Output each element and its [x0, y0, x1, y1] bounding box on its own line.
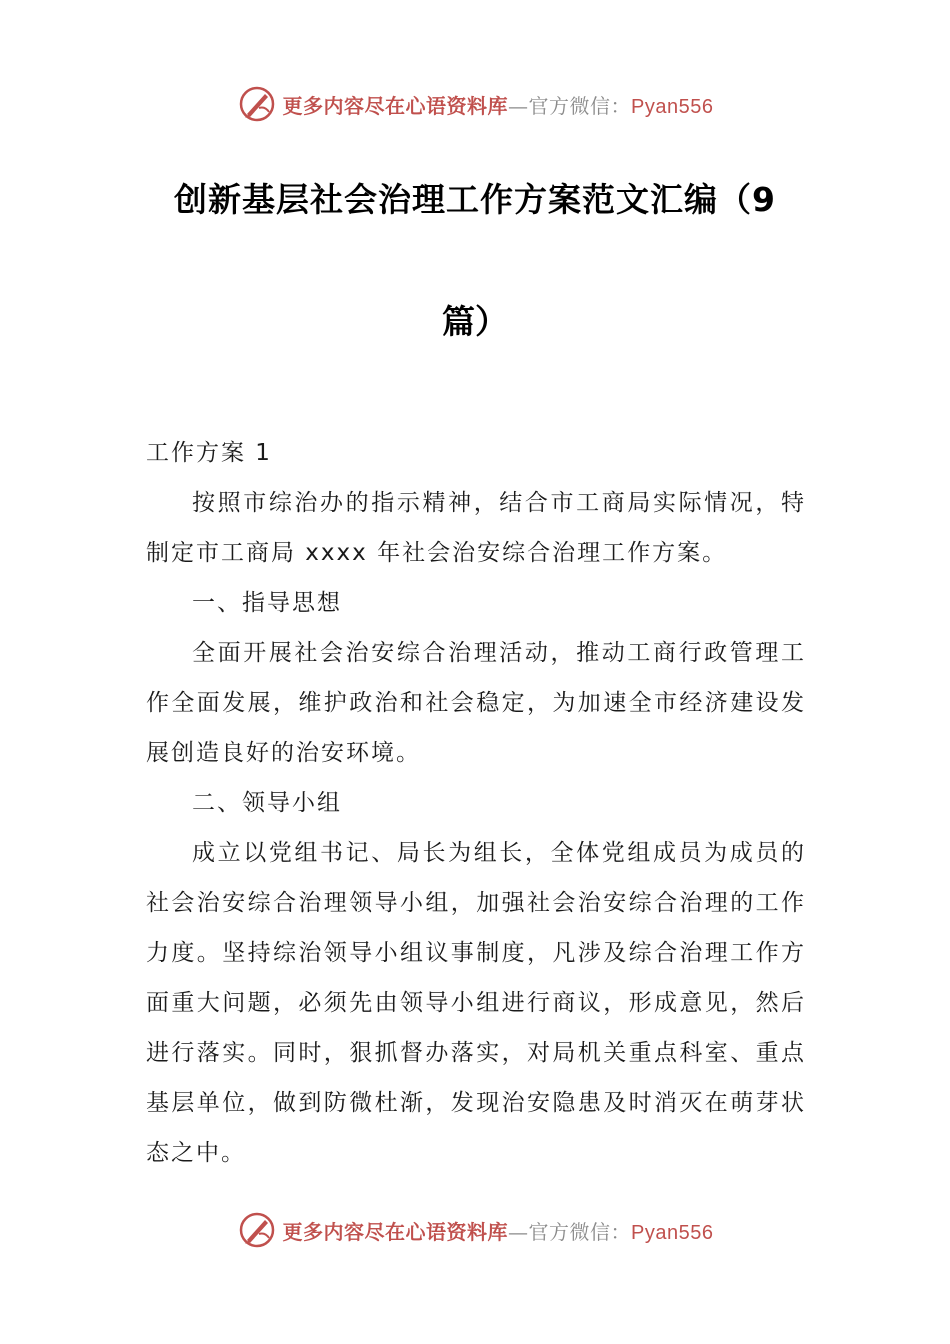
- watermark-main: 更多内容尽在心语资料库: [282, 1219, 509, 1244]
- watermark-text: [283, 90, 714, 119]
- heading-leadership-group: 二、领导小组: [192, 790, 342, 816]
- watermark-dash: —: [508, 93, 529, 118]
- watermark-contact: 官方微信：: [528, 1219, 632, 1244]
- watermark-dash: —: [508, 1219, 529, 1244]
- document-title-line1: 创新基层社会治理工作方案范文汇编（9: [174, 180, 776, 219]
- paragraph-leadership-group: 成立以党组书记、局长为组长，全体党组成员为成员的社会治安综合治理领导小组，加强社会治安综合治理的工作力度。坚持综治领导小组议事制度，凡涉及综合治理工作方面重大问题，必须先由领导小组进行商议，形成意见，然后进行落实。同时，狠抓督办落实，对局机关重点科室、重点基层单位，做到防微杜渐，发现治安隐患及时消灭在萌芽状态之中。: [146, 840, 806, 1166]
- watermark-text: [283, 1216, 714, 1245]
- heading-guiding-thought: 一、指导思想: [192, 590, 342, 616]
- pen-logo-icon: [237, 84, 277, 124]
- footer-watermark: [0, 1208, 950, 1252]
- section-label: 工作方案 1: [146, 440, 272, 466]
- watermark-id: Pyan556: [631, 1221, 714, 1244]
- header-watermark: [0, 82, 950, 126]
- document-body: [146, 428, 806, 1178]
- document-title-line2: 篇）: [442, 302, 508, 341]
- pen-logo-icon: [237, 1210, 277, 1250]
- paragraph-guiding-thought: 全面开展社会治安综合治理活动，推动工商行政管理工作全面发展，维护政治和社会稳定，为加速全市经济建设发展创造良好的治安环境。: [146, 640, 806, 766]
- watermark-id: Pyan556: [631, 95, 714, 118]
- intro-paragraph: 按照市综治办的指示精神，结合市工商局实际情况，特制定市工商局 xxxx 年社会治安综合治理工作方案。: [146, 490, 806, 566]
- watermark-contact: 官方微信：: [528, 93, 632, 118]
- watermark-main: 更多内容尽在心语资料库: [282, 93, 509, 118]
